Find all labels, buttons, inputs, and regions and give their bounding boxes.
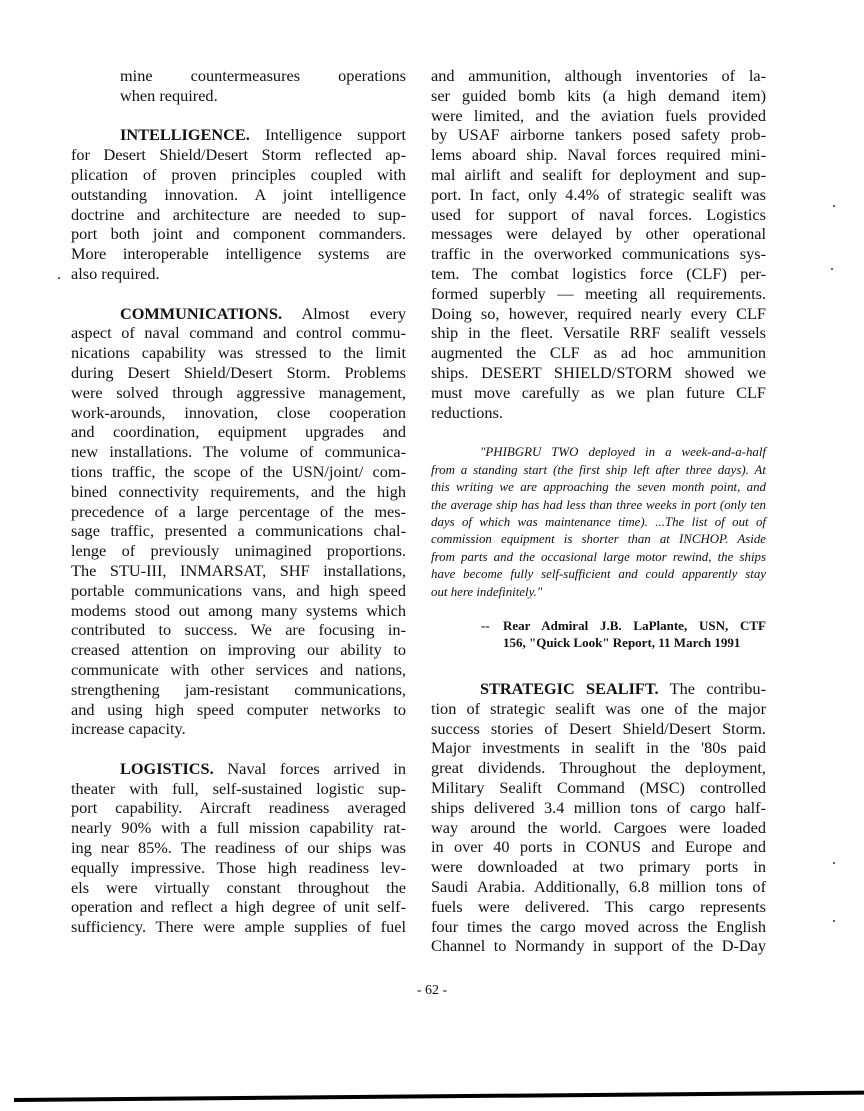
text-line: operation and reflect a high degree of unit self-: [71, 897, 406, 917]
left-column: [71, 66, 406, 957]
text-line: The STU-III, INMARSAT, SHF installations,: [71, 560, 406, 580]
text-line: mal airlift and sealift for deployment and sup-: [431, 164, 766, 184]
text-line: tion of strategic sealift was one of the major: [431, 698, 766, 718]
text-line: increase capacity.: [71, 719, 186, 739]
right-column: [431, 66, 766, 956]
text-line: bined connectivity requirements, and the high: [71, 481, 406, 501]
text-line: els were virtually constant throughout the: [71, 877, 406, 897]
text-line: by USAF airborne tankers posed safety prob-: [431, 125, 766, 145]
text-line: Major investments in sealift in the '80s paid: [431, 738, 766, 758]
text-line: when required.: [120, 85, 218, 105]
text-line: More interoperable intelligence systems are: [71, 244, 406, 264]
quote-line: from a standing start (the first ship left after three days). At: [431, 462, 766, 477]
text-line: theater with full, self-sustained logistic sup-: [71, 778, 406, 798]
text-line: augmented the CLF as ad hoc ammunition: [431, 343, 766, 363]
block-quote: [431, 444, 766, 601]
communications-section: [71, 304, 406, 740]
text-line: great dividends. Throughout the deployment,: [431, 758, 766, 778]
quote-line: this writing we are approaching the seven month point, and: [431, 480, 766, 495]
text-line: and ammunition, although inventories of la-: [431, 66, 766, 85]
text-line: work-arounds, innovation, close cooperation: [71, 402, 406, 422]
text-line: precedence of a large percentage of the mes-: [71, 501, 406, 521]
text-line: creased attention on improving our ability to: [71, 640, 406, 660]
bottom-rule-divider: [14, 1091, 864, 1102]
logistics-continued-paragraph: [431, 66, 766, 422]
text-line: also required.: [71, 263, 160, 283]
continuation-paragraph: [71, 66, 406, 106]
text-line: new installations. The volume of communica-: [71, 442, 406, 462]
quote-line: the average ship has had less than three weeks in port (only ten: [431, 497, 766, 512]
text-line: ing near 85%. The readiness of our ships was: [71, 838, 406, 858]
text-line: nications capability was stressed to the limit: [71, 343, 406, 363]
text-line: tem. The combat logistics force (CLF) per-: [431, 263, 766, 283]
text-line: [431, 679, 766, 699]
text-line: way around the world. Cargoes were loaded: [431, 817, 766, 837]
text-line: were downloaded at two primary ports in: [431, 857, 766, 877]
quote-line: have become fully self-sufficient and could apparently stay: [431, 567, 766, 582]
text-line: success stories of Desert Shield/Desert Storm.: [431, 718, 766, 738]
text-line: traffic in the overworked communications sys-: [431, 244, 766, 264]
text-line: plication of proven principles coupled with: [71, 164, 406, 184]
text-line: doctrine and architecture are needed to sup-: [71, 204, 406, 224]
logistics-section: [71, 759, 406, 937]
text-line: port. In fact, only 4.4% of strategic sealift was: [431, 184, 766, 204]
text-line: port capability. Aircraft readiness averaged: [71, 798, 406, 818]
intelligence-section: [71, 125, 406, 283]
text-line: for Desert Shield/Desert Storm reflected ap-: [71, 145, 406, 165]
attribution-line: 156, "Quick Look" Report, 11 March 1991: [503, 635, 741, 650]
attribution-text: [503, 617, 766, 651]
text-line: four times the cargo moved across the English: [431, 916, 766, 936]
text-line: sage traffic, presented a communications chal-: [71, 521, 406, 541]
text-line: formed superbly — meeting all requirements.: [431, 283, 766, 303]
text-line: contributed to success. We are focusing in-: [71, 620, 406, 640]
section-heading: INTELLIGENCE.: [120, 125, 250, 145]
text-line: ser guided bomb kits (a high demand item): [431, 85, 766, 105]
section-heading: STRATEGIC SEALIFT.: [480, 679, 659, 698]
quote-line: commission equipment is shorter than at INCHOP. Aside: [431, 532, 766, 547]
scan-speck: [833, 205, 835, 207]
strategic-sealift-section: [431, 679, 766, 956]
text-line: [71, 304, 406, 324]
quote-line: from parts and the occasional large motor rewind, the ships: [431, 549, 766, 564]
text-line: ships. DESERT SHIELD/STORM showed we: [431, 362, 766, 382]
text-span: Almost every: [282, 303, 406, 323]
text-line: modems stood out among many systems which: [71, 600, 406, 620]
attribution-line: Rear Admiral J.B. LaPlante, USN, CTF: [503, 618, 766, 633]
attribution-dash: --: [481, 618, 490, 633]
scan-speck: [833, 862, 835, 864]
text-line: and coordination, equipment upgrades and: [71, 422, 406, 442]
text-span: Intelligence support: [249, 125, 406, 145]
text-line: ships delivered 3.4 million tons of cargo half-: [431, 797, 766, 817]
text-line: and using high speed computer networks to: [71, 699, 406, 719]
text-span: The contribu-: [658, 679, 766, 698]
text-line: nearly 90% with a full mission capability rat-: [71, 818, 406, 838]
text-line: strengthening jam-resistant communications,: [71, 679, 406, 699]
scan-speck: [58, 277, 60, 279]
text-line: communicate with other services and nations,: [71, 659, 406, 679]
text-line: lenge of previously unimagined proportions.: [71, 541, 406, 561]
text-line: outstanding innovation. A joint intelligence: [71, 184, 406, 204]
text-line: [71, 125, 406, 145]
text-line: used for support of naval forces. Logistics: [431, 204, 766, 224]
text-line: sufficiency. There were ample supplies of fuel: [71, 917, 406, 937]
text-line: tions traffic, the scope of the USN/joint/ com-: [71, 461, 406, 481]
text-line: ship in the fleet. Versatile RRF sealift vessels: [431, 323, 766, 343]
text-line: were limited, and the aviation fuels provided: [431, 105, 766, 125]
text-line: Doing so, however, required nearly every CLF: [431, 303, 766, 323]
text-line: aspect of naval command and control commu-: [71, 323, 406, 343]
section-heading: LOGISTICS.: [120, 758, 214, 778]
text-line: mine countermeasures operations: [120, 66, 406, 85]
text-line: were solved through aggressive management,: [71, 382, 406, 402]
quote-line: out here indefinitely.": [431, 584, 543, 599]
text-line: lems aboard ship. Naval forces required mini-: [431, 145, 766, 165]
text-line: reductions.: [431, 402, 503, 422]
quote-line: days of which was maintenance time). ...The list of out of: [431, 514, 766, 529]
text-line: portable communications vans, and high speed: [71, 580, 406, 600]
quote-line: "PHIBGRU TWO deployed in a week-and-a-half: [480, 445, 766, 460]
text-line: must move carefully as we plan future CLF: [431, 382, 766, 402]
page-number: - 62 -: [416, 983, 448, 998]
text-line: [71, 759, 406, 779]
text-line: Channel to Normandy in support of the D-Day: [431, 936, 766, 956]
text-line: port both joint and component commanders.: [71, 224, 406, 244]
quote-attribution: [431, 617, 766, 651]
text-line: messages were delayed by other operational: [431, 224, 766, 244]
text-span: Naval forces arrived in: [213, 758, 406, 778]
text-line: fuels were delivered. This cargo represents: [431, 896, 766, 916]
text-line: during Desert Shield/Desert Storm. Problems: [71, 362, 406, 382]
text-line: in over 40 ports in CONUS and Europe and: [431, 837, 766, 857]
scan-speck: [833, 920, 835, 922]
text-line: Saudi Arabia. Additionally, 6.8 million tons of: [431, 876, 766, 896]
section-heading: COMMUNICATIONS.: [120, 303, 283, 323]
scan-speck: [831, 268, 833, 270]
text-line: Military Sealift Command (MSC) controlled: [431, 777, 766, 797]
text-line: equally impressive. Those high readiness lev-: [71, 857, 406, 877]
